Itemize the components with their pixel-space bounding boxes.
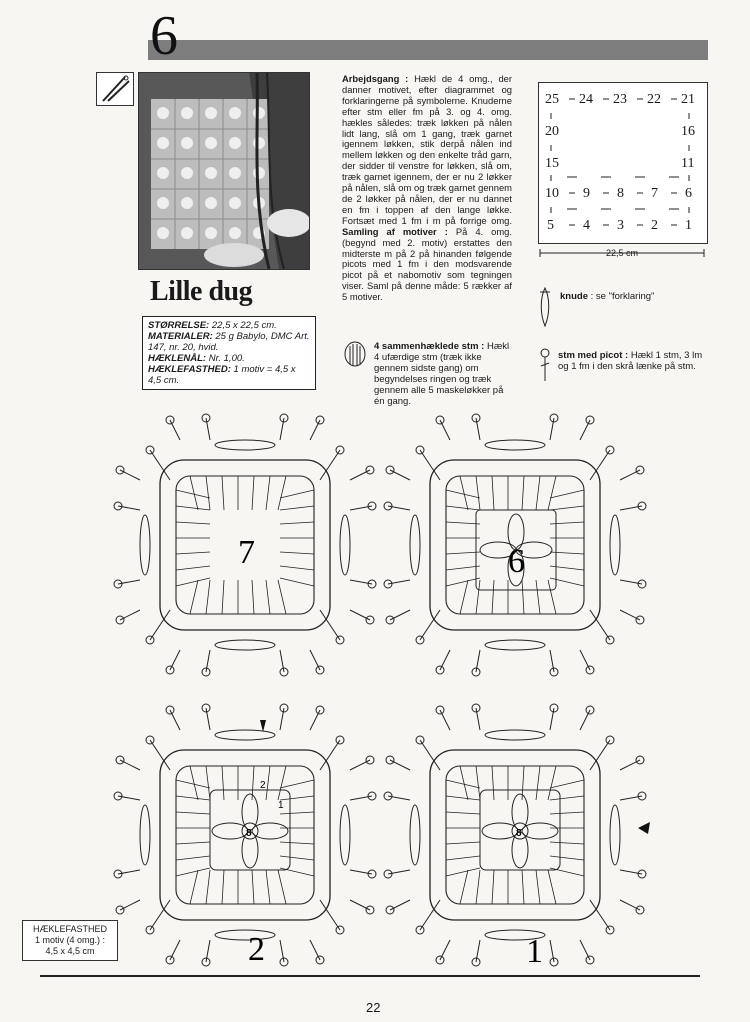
inst-text-1: Hækl de 4 omg., der danner motivet, efter diagrammet og forklaringerne på symbolerne. Knuderne efter stm eller fm på 3. og 4. omg. hækles således: træk løkken på nålen lidt lang, slå om 1 gang, træk garnet igennem løkken, stik derpå nålen ind mellem løkken og den enkelte tråd garn, der sidder til venstre for løkken, slå om, træk garnet igennem, der er nu 2 løkker på nålen, slå om og træk garnet gennem de 2 løkker på nålen, der er nu dannet en fm i toppen af den lange løkke. Fortsæt med 1 fm i m på forrige omg. xyxy=(342,73,512,226)
round-label: 2 xyxy=(260,780,266,791)
grid-cell: 15 xyxy=(545,156,559,171)
spec-box xyxy=(142,316,316,390)
start-arrow-icon xyxy=(260,720,266,732)
knot-symbol-icon xyxy=(538,284,552,333)
grid-cell: 11 xyxy=(681,156,695,171)
grid-dimension: 22,5 cm xyxy=(605,248,638,258)
chapter-number: 6 xyxy=(150,5,178,67)
grid-cell: 25 xyxy=(545,92,559,107)
grid-cell: 7 xyxy=(651,186,658,201)
grid-cell: 6 xyxy=(685,186,692,201)
spec-gauge: HÆKLEFASTHED: 1 motiv = 4,5 x 4,5 cm. xyxy=(148,364,296,386)
motif-label: 7 xyxy=(238,534,255,571)
grid-cell: 3 xyxy=(617,218,624,233)
start-arrow-icon xyxy=(638,822,650,834)
grid-cell: 22 xyxy=(647,92,661,107)
legend-stm4: 4 sammenhæklede stm : Hækl 4 ufærdige stm (træk ikke gennem sidste gang) om begyndelses ringen og træk gennem alle 5 maskeløkker på én gang. xyxy=(374,341,510,407)
grid-cell: 1 xyxy=(685,218,692,233)
motif-label: 2 xyxy=(248,931,265,968)
crochet-chart xyxy=(110,410,700,970)
grid-cell: 5 xyxy=(547,218,554,233)
header-bar xyxy=(148,40,708,60)
picot-symbol-icon xyxy=(538,348,552,387)
center-ring-label: 8 xyxy=(516,828,522,839)
spec-materials: MATERIALER: 25 g Babylo, DMC Art. 147, nr. 20, hvid. xyxy=(148,331,310,353)
page-title: Lille dug xyxy=(150,276,253,307)
grid-cell: 10 xyxy=(545,186,559,201)
legend-picot: stm med picot : Hækl 1 stm, 3 lm og 1 fm i den skrå lænke på stm. xyxy=(558,350,703,372)
bottom-rule xyxy=(40,975,700,977)
gauge-note: HÆKLEFASTHED 1 motiv (4 omg.) : 4,5 x 4,5 cm xyxy=(22,920,118,961)
inst-label-2: Samling af motiver : xyxy=(342,225,448,237)
doily-photo xyxy=(138,72,310,270)
stm4-symbol-icon xyxy=(342,340,368,375)
grid-cell: 8 xyxy=(617,186,624,201)
assembly-layout-grid xyxy=(538,82,708,244)
instructions-text xyxy=(342,74,512,303)
grid-cell: 20 xyxy=(545,124,559,139)
grid-cell: 23 xyxy=(613,92,627,107)
grid-cell: 9 xyxy=(583,186,590,201)
spec-size: STØRRELSE: 22,5 x 22,5 cm. xyxy=(148,320,277,331)
crochet-hook-icon xyxy=(96,72,134,106)
inst-label-1: Arbejdsgang : xyxy=(342,73,409,84)
motif-label: 6 xyxy=(508,543,525,580)
grid-cell: 24 xyxy=(579,92,593,107)
inst-text-2: På 4. omg. (begynd med 2. motiv) erstattes den midterste m på 2 på hinanden følgende picots med 1 fm i den modsvarende picot på et nabomotiv som tegningen viser. Saml på denne måde: 5 rækker af 5 motiver. xyxy=(342,225,512,303)
grid-cell: 4 xyxy=(583,218,590,233)
motif-label: 1 xyxy=(526,933,543,970)
grid-cell: 2 xyxy=(651,218,658,233)
page-number: 22 xyxy=(366,1000,381,1015)
grid-cell: 16 xyxy=(681,124,695,139)
round-label: 1 xyxy=(278,800,284,811)
center-ring-label: 8 xyxy=(246,828,252,839)
legend-knot: knude : se "forklaring" xyxy=(560,291,655,302)
grid-cell: 21 xyxy=(681,92,695,107)
spec-needle: HÆKLENÅL: Nr. 1,00. xyxy=(148,353,245,364)
grid-connectors xyxy=(539,83,707,243)
